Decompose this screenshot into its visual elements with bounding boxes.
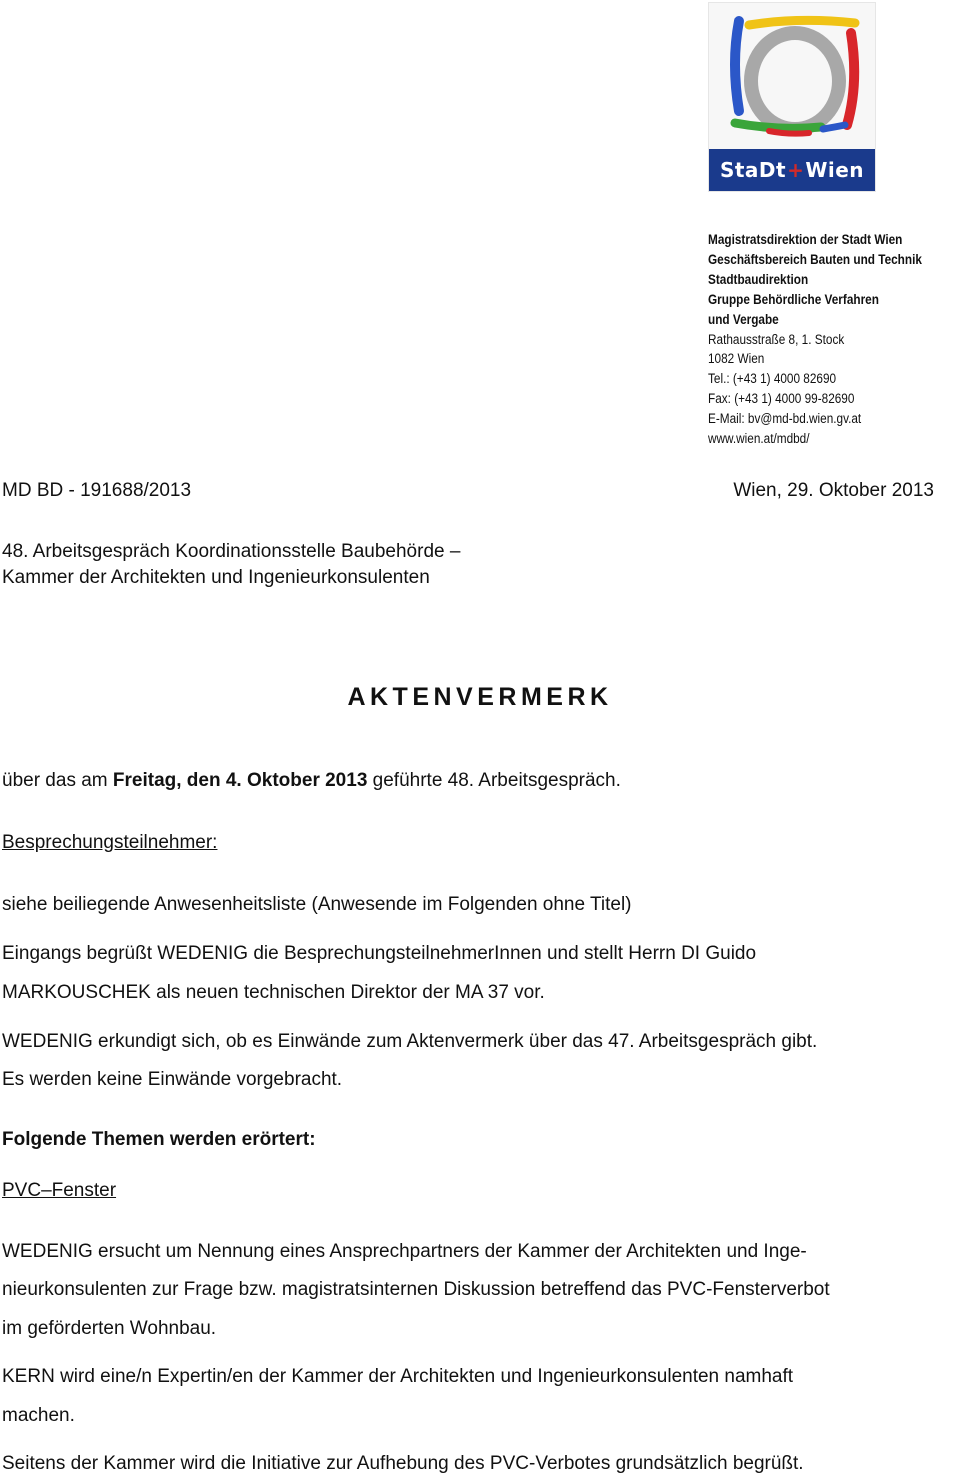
topic-heading-pvc-windows: PVC–Fenster xyxy=(2,1180,117,1201)
chamber-paragraph: Seitens der Kammer wird die Initiative zur Aufhebung des PVC-Verbotes grundsätzlich begrüßt. xyxy=(2,1453,804,1474)
document-title: AKTENVERMERK xyxy=(347,683,613,711)
address-phone: Tel.: (+43 1) 4000 82690 xyxy=(708,371,837,387)
address-website: www.wien.at/mdbd/ xyxy=(708,431,810,447)
logo-emblem xyxy=(709,3,875,149)
logo-cross: + xyxy=(787,158,805,182)
request-paragraph: nieurkonsulenten zur Frage bzw. magistratsinternen Diskussion betreffend das PVC-Fensterverbot xyxy=(2,1279,830,1300)
request-paragraph: WEDENIG ersucht um Nennung eines Ansprechpartners der Kammer der Architekten und Inge- xyxy=(2,1241,807,1262)
address-city: 1082 Wien xyxy=(708,351,765,367)
document-date: Wien, 29. Oktober 2013 xyxy=(733,480,934,501)
topics-heading: Folgende Themen werden erörtert: xyxy=(2,1129,316,1150)
greeting-paragraph: Eingangs begrüßt WEDENIG die BesprechungsteilnehmerInnen und stellt Herrn DI Guido xyxy=(2,943,757,964)
address-street: Rathausstraße 8, 1. Stock xyxy=(708,331,845,347)
meeting-intro-prefix: über das am xyxy=(2,770,113,791)
logo-text-right: Wien xyxy=(805,158,865,182)
address-fax: Fax: (+43 1) 4000 99-82690 xyxy=(708,391,855,407)
objections-paragraph: Es werden keine Einwände vorgebracht. xyxy=(2,1069,343,1090)
participants-text: siehe beiliegende Anwesenheitsliste (Anwesende im Folgenden ohne Titel) xyxy=(2,894,632,915)
file-reference: MD BD - 191688/2013 xyxy=(2,480,192,501)
meeting-intro-suffix: geführte 48. Arbeitsgespräch. xyxy=(367,770,621,791)
request-paragraph: im geförderten Wohnbau. xyxy=(2,1318,217,1339)
logo-wordmark xyxy=(709,149,875,191)
kern-paragraph: KERN wird eine/n Expertin/en der Kammer der Architekten und Ingenieurkonsulenten namhaft xyxy=(2,1366,794,1387)
greeting-paragraph: MARKOUSCHEK als neuen technischen Direktor der MA 37 vor. xyxy=(2,982,545,1003)
meeting-date: Freitag, den 4. Oktober 2013 xyxy=(112,770,368,791)
address-line: Gruppe Behördliche Verfahren xyxy=(708,291,879,307)
address-line: Geschäftsbereich Bauten und Technik xyxy=(708,251,922,267)
address-email: E-Mail: bv@md-bd.wien.gv.at xyxy=(708,411,862,427)
meeting-intro xyxy=(2,769,621,793)
logo-text-left: StaDt xyxy=(719,158,787,182)
objections-paragraph: WEDENIG erkundigt sich, ob es Einwände zum Aktenvermerk über das 47. Arbeitsgespräch gibt. xyxy=(2,1031,818,1052)
sender-address-block xyxy=(708,230,928,449)
stadt-wien-logo xyxy=(708,2,876,192)
subject-line: 48. Arbeitsgespräch Koordinationsstelle Baubehörde – xyxy=(2,541,461,562)
subject-line: Kammer der Architekten und Ingenieurkonsulenten xyxy=(2,567,430,588)
participants-heading: Besprechungsteilnehmer: xyxy=(2,832,218,853)
address-line: und Vergabe xyxy=(708,311,779,327)
address-line: Magistratsdirektion der Stadt Wien xyxy=(708,232,903,247)
kern-paragraph: machen. xyxy=(2,1405,75,1426)
address-line: Stadtbaudirektion xyxy=(708,271,809,287)
